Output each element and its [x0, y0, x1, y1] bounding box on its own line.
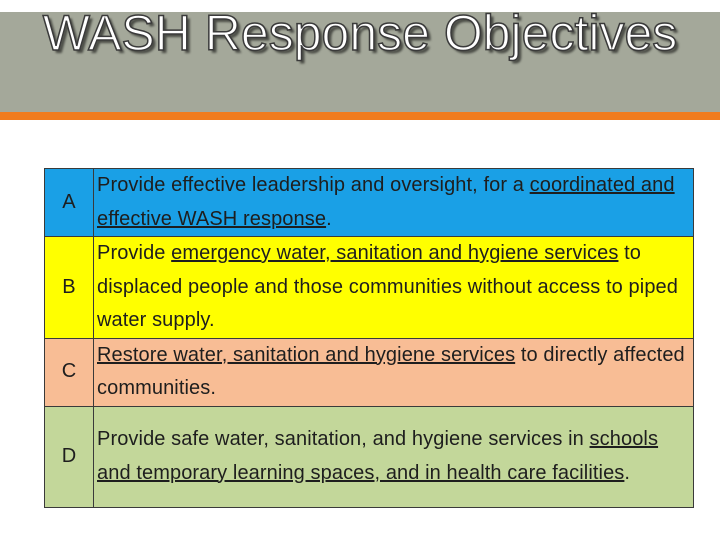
objective-text-part: Provide: [97, 242, 172, 264]
title-accent-bar: [0, 112, 720, 120]
objective-row-a: [45, 169, 694, 237]
slide-title: WASH Response Objectives: [42, 5, 678, 61]
objective-text-underlined: Restore water, sanitation and hygiene services: [97, 343, 516, 366]
objective-text: [94, 237, 694, 339]
objectives-table: [44, 168, 694, 508]
title-band: [0, 5, 720, 112]
objective-row-d: [45, 406, 694, 507]
objective-letter: C: [45, 338, 94, 406]
objective-text: [94, 169, 694, 237]
objective-letter: A: [45, 169, 94, 237]
objective-row-b: [45, 237, 694, 339]
objective-text-underlined: schools and temporary learning spaces, and in health care facilities: [97, 428, 659, 484]
objective-text: [94, 406, 694, 507]
objective-text-part: .: [326, 207, 332, 230]
objective-row-c: [45, 338, 694, 406]
objective-letter: D: [45, 406, 94, 507]
objective-text-part: .: [624, 461, 631, 484]
objective-text-part: Provide effective leadership and oversight, for a: [97, 174, 530, 196]
objective-text: [94, 338, 694, 406]
objective-letter: B: [45, 237, 94, 339]
objective-text-part: to displaced people and those communities without access to piped water supply.: [97, 242, 678, 331]
objective-text-underlined: coordinated and effective WASH response: [97, 174, 675, 230]
objective-text-part: to directly affected communities.: [97, 343, 685, 399]
objective-text-underlined: emergency water, sanitation and hygiene services: [171, 242, 619, 264]
objective-text-part: Provide safe water, sanitation, and hygiene services in: [97, 428, 590, 450]
